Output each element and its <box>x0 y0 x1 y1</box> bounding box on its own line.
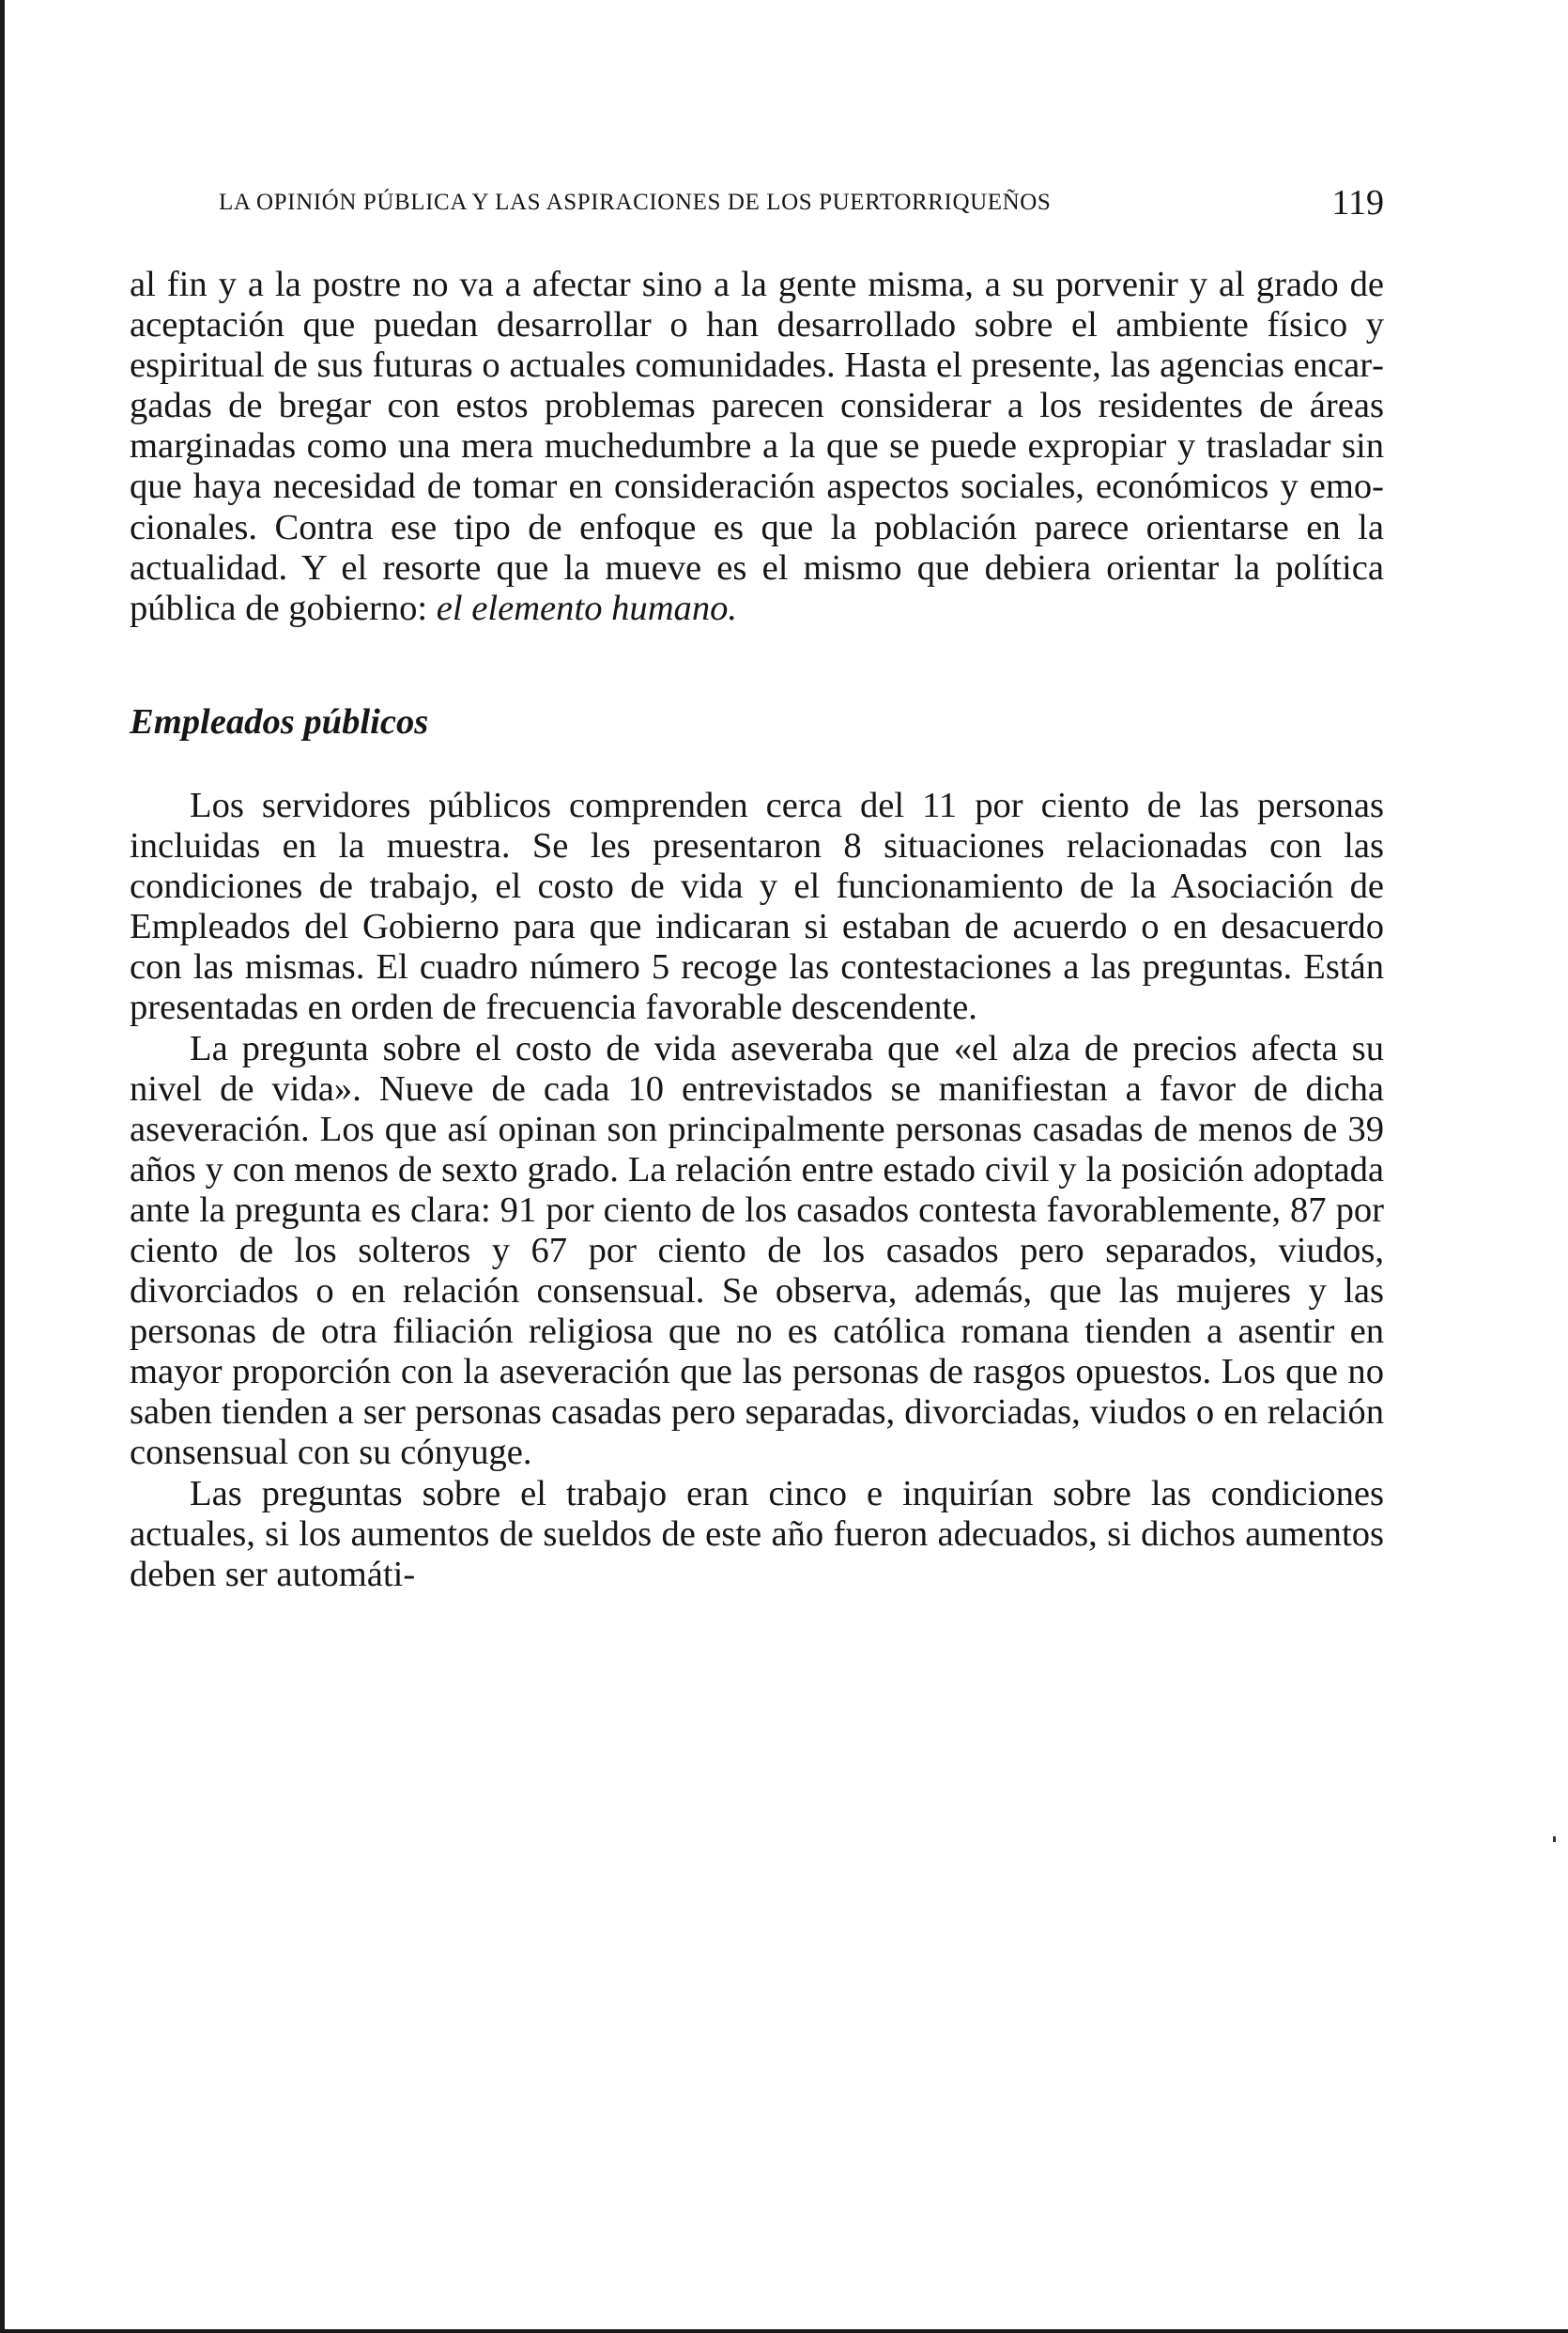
section-heading: Empleados públicos <box>130 701 429 742</box>
page-left-edge <box>0 0 5 2333</box>
section-heading-block <box>130 702 1384 743</box>
page-bottom-edge <box>0 2329 1568 2333</box>
page-number: 119 <box>1331 183 1384 223</box>
paragraph-1-emphasis: el elemento humano. <box>436 588 738 628</box>
body-paragraph-2: Los servidores públicos comprenden cerca del 11 por ciento de las personas incluidas en la muestra. Se les presentaron 8 situaciones relacionadas con las condiciones de trabajo, el costo de vida y el funcionamiento de la Asociación de Empleados del Gobierno para que indicaran si estaban de acuerdo o en desacuerdo con las mismas. El cuadro número 5 recoge las contestaciones a las preguntas. Están presentadas en orden de frecuencia favorable descendente. <box>130 785 1384 1028</box>
running-header <box>130 177 1384 233</box>
body-paragraph-1 <box>130 265 1384 629</box>
scan-speck <box>1553 1836 1556 1842</box>
paragraph-1-text: al fin y a la postre no va a afectar sino a la gente misma, a su porvenir y al grado de aceptación que puedan desarrollar o han desarrollado sobre el ambiente físico y espiritual de sus futuras o actuales comunidades. Hasta el presente, las agencias encargadas de bregar con estos problemas parecen considerar a los residentes de áreas marginadas como una mera muchedumbre a la que se puede expropiar y trasladar sin que haya necesidad de tomar en consideración aspectos sociales, económicos y emocionales. Contra ese tipo de enfoque es que la población parece orientarse en la actualidad. Y el resorte que la mueve es el mismo que debiera orientar la política pública de gobierno: <box>130 265 1384 628</box>
body-paragraph-4: Las preguntas sobre el trabajo eran cinco e inquirían sobre las condiciones actuales, si los aumentos de sueldos de este año fueron adecuados, si dichos aumentos deben ser automáti- <box>130 1473 1384 1594</box>
book-page <box>130 177 1384 1595</box>
body-paragraph-3: La pregunta sobre el costo de vida aseveraba que «el alza de precios afecta su nivel de vida». Nueve de cada 10 entrevistados se manifiestan a favor de dicha aseveración. Los que así opinan son principalmente personas casadas de menos de 39 años y con menos de sexto grado. La relación entre estado civil y la posición adoptada ante la pregunta es clara: 91 por ciento de los casados contesta favorablemente, 87 por ciento de los solteros y 67 por ciento de los casados pero separados, viudos, divorciados o en relación consensual. Se observa, además, que las mujeres y las personas de otra filiación religiosa que no es católica romana tienden a asentir en mayor proporción con la aseveración que las personas de rasgos opuestos. Los que no saben tienden a ser personas casadas pero separadas, divorciadas, viudos o en relación consensual con su cónyuge. <box>130 1028 1384 1473</box>
running-title: LA OPINIÓN PÚBLICA Y LAS ASPIRACIONES DE LOS PUERTORRIQUEÑOS <box>219 190 1052 215</box>
